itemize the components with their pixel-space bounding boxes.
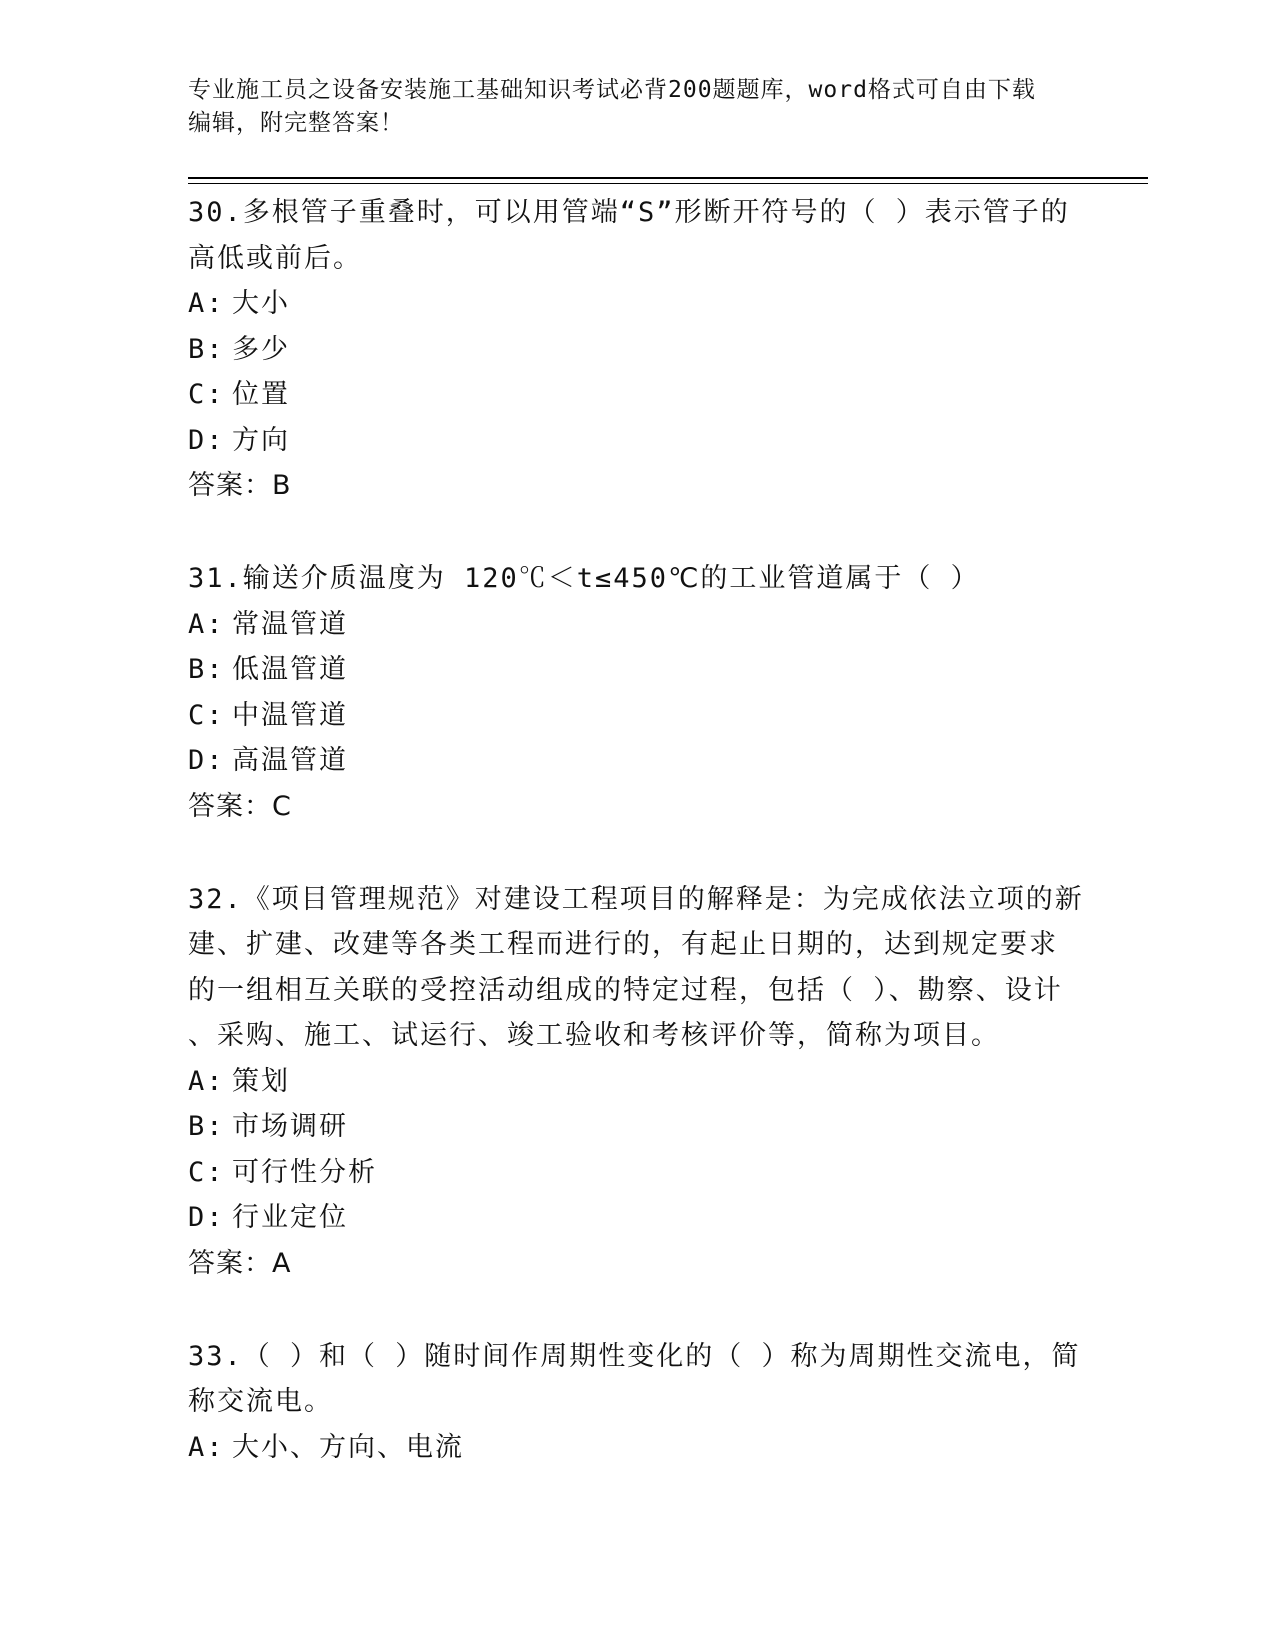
answer-option (188, 738, 1088, 784)
option-text: 可行性分析 (232, 1156, 377, 1188)
answer-option (188, 327, 1088, 373)
question-block (188, 556, 1088, 829)
option-letter: D: (188, 745, 225, 776)
answer-option (188, 1425, 1088, 1471)
question-list (188, 190, 1088, 1518)
option-text: 多少 (232, 333, 290, 365)
option-letter: B: (188, 333, 225, 365)
question-stem-line: 的一组相互关联的受控活动组成的特定过程，包括（ ）、勘察、设计 (188, 974, 1063, 1006)
option-letter: C: (188, 1156, 225, 1188)
header-rule-thick (188, 177, 1148, 179)
question-stem-line: 建、扩建、改建等各类工程而进行的，有起止日期的，达到规定要求 (188, 929, 1058, 960)
option-letter: A: (188, 1065, 225, 1097)
option-text: 高温管道 (232, 745, 348, 776)
option-letter: D: (188, 1202, 225, 1233)
option-text: 中温管道 (232, 699, 348, 731)
option-letter: D: (188, 424, 225, 456)
answer-key: 答案：C (188, 790, 292, 822)
answer-option (188, 1104, 1088, 1150)
option-text: 行业定位 (232, 1202, 348, 1233)
answer-option (188, 647, 1088, 693)
option-text: 常温管道 (232, 608, 348, 640)
question-block (188, 190, 1088, 508)
question-block (188, 1334, 1088, 1471)
option-letter: A: (188, 1431, 225, 1463)
question-stem-line: 30.多根管子重叠时，可以用管端“S”形断开符号的（ ）表示管子的 (188, 197, 1070, 228)
option-text: 策划 (232, 1065, 290, 1097)
answer-option (188, 602, 1088, 648)
question-stem-line: 、采购、施工、试运行、竣工验收和考核评价等，简称为项目。 (188, 1020, 1000, 1051)
question-stem-line: 33.（ ）和（ ）随时间作周期性变化的（ ）称为周期性交流电，简 (188, 1340, 1081, 1372)
option-text: 市场调研 (232, 1111, 348, 1142)
answer-option (188, 418, 1088, 464)
header-rule-thin (188, 183, 1148, 184)
header-line-2: 编辑，附完整答案！ (188, 110, 404, 136)
option-text: 位置 (232, 379, 290, 410)
answer-option (188, 1195, 1088, 1241)
document-header (188, 74, 1088, 140)
question-stem-line: 31.输送介质温度为 120℃＜t≤450℃的工业管道属于（ ） (188, 563, 980, 594)
answer-option (188, 1059, 1088, 1105)
question-stem-line: 称交流电。 (188, 1386, 333, 1417)
option-text: 大小 (232, 288, 290, 319)
answer-option (188, 1150, 1088, 1196)
option-letter: B: (188, 654, 225, 685)
answer-option (188, 281, 1088, 327)
option-letter: A: (188, 288, 225, 319)
option-text: 大小、方向、电流 (232, 1431, 464, 1463)
option-letter: C: (188, 379, 225, 410)
option-letter: A: (188, 608, 225, 640)
answer-option (188, 693, 1088, 739)
option-letter: B: (188, 1111, 225, 1142)
question-stem-line: 高低或前后。 (188, 242, 362, 274)
question-block (188, 877, 1088, 1286)
answer-key: 答案：A (188, 1247, 292, 1279)
answer-option (188, 372, 1088, 418)
option-letter: C: (188, 699, 225, 731)
answer-key: 答案：B (188, 470, 292, 501)
option-text: 低温管道 (232, 654, 348, 685)
header-line-1: 专业施工员之设备安装施工基础知识考试必背200题题库，word格式可自由下载 (188, 77, 1036, 103)
question-stem-line: 32.《项目管理规范》对建设工程项目的解释是：为完成依法立项的新 (188, 883, 1084, 915)
option-text: 方向 (232, 424, 290, 456)
